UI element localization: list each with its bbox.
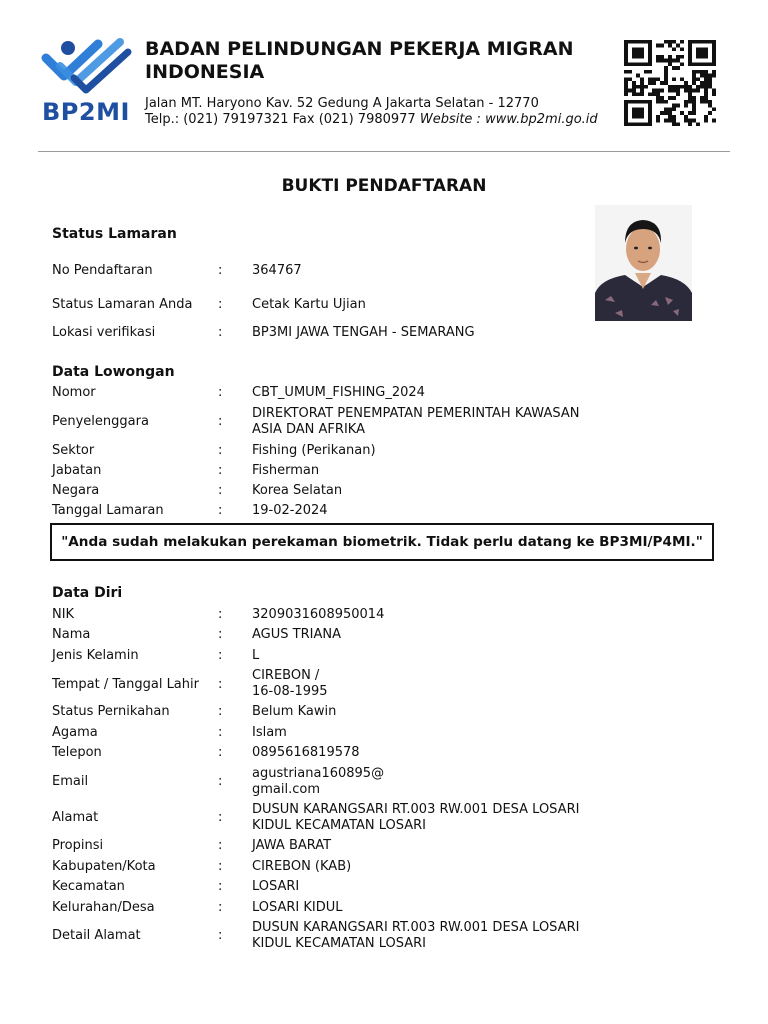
- field-label: Jenis Kelamin: [52, 648, 139, 663]
- organization-name: BADAN PELINDUNGAN PEKERJA MIGRAN INDONESIA: [145, 38, 574, 83]
- field-separator: :: [218, 325, 223, 340]
- field-separator: :: [218, 503, 223, 518]
- field-separator: :: [218, 838, 223, 853]
- field-separator: :: [218, 879, 223, 894]
- field-value: LOSARI KIDUL: [252, 900, 343, 915]
- field-value: 364767: [252, 263, 302, 278]
- field-separator: :: [218, 648, 223, 663]
- field-label: Nama: [52, 627, 91, 642]
- field-label: Detail Alamat: [52, 928, 141, 943]
- field-label: Penyelenggara: [52, 414, 149, 429]
- field-label: Tempat / Tanggal Lahir: [52, 677, 199, 692]
- field-value: 0895616819578: [252, 745, 360, 760]
- section-heading-data-lowongan: Data Lowongan: [52, 364, 175, 380]
- field-value: Korea Selatan: [252, 483, 343, 498]
- header-divider: [38, 151, 730, 152]
- field-label: Lokasi verifikasi: [52, 325, 156, 340]
- section-heading-data-diri: Data Diri: [52, 585, 123, 601]
- field-value: Belum Kawin: [252, 704, 337, 719]
- field-value: Fishing (Perikanan): [252, 443, 376, 458]
- field-separator: :: [218, 483, 223, 498]
- field-value: DUSUN KARANGSARI RT.003 RW.001 DESA LOSARI KIDUL KECAMATAN LOSARI: [252, 920, 580, 951]
- field-separator: :: [218, 745, 223, 760]
- field-separator: :: [218, 607, 223, 622]
- field-label: Kabupaten/Kota: [52, 859, 156, 874]
- field-label: No Pendaftaran: [52, 263, 153, 278]
- document-title: BUKTI PENDAFTARAN: [281, 176, 487, 196]
- field-label: Tanggal Lamaran: [52, 503, 164, 518]
- field-value: L: [252, 648, 260, 663]
- qr-code: [624, 40, 716, 126]
- field-separator: :: [218, 704, 223, 719]
- field-value: Fisherman: [252, 463, 320, 478]
- field-label: Telepon: [52, 745, 102, 760]
- section-heading-status-lamaran: Status Lamaran: [52, 226, 177, 242]
- field-label: Jabatan: [52, 463, 102, 478]
- field-separator: :: [218, 774, 223, 789]
- field-value: AGUS TRIANA: [252, 627, 341, 642]
- field-value: JAWA BARAT: [252, 838, 332, 853]
- field-label: Kelurahan/Desa: [52, 900, 155, 915]
- contact-line: Telp.: (021) 79197321 Fax (021) 7980977 Website : www.bp2mi.go.id: [145, 112, 598, 127]
- address-line: Jalan MT. Haryono Kav. 52 Gedung A Jakarta Selatan - 12770: [145, 96, 539, 111]
- website-label: Website : www.bp2mi.go.id: [419, 112, 598, 127]
- field-separator: :: [218, 810, 223, 825]
- field-value: LOSARI: [252, 879, 300, 894]
- field-label: Status Pernikahan: [52, 704, 170, 719]
- field-separator: :: [218, 297, 223, 312]
- field-value: agustriana160895@ gmail.com: [252, 766, 385, 797]
- field-label: Nomor: [52, 385, 96, 400]
- field-label: Status Lamaran Anda: [52, 297, 193, 312]
- field-separator: :: [218, 928, 223, 943]
- field-label: Email: [52, 774, 89, 789]
- logo-text: BP2MI: [42, 98, 130, 126]
- field-value: 3209031608950014: [252, 607, 385, 622]
- field-value: 19-02-2024: [252, 503, 328, 518]
- field-label: Agama: [52, 725, 98, 740]
- field-value: Cetak Kartu Ujian: [252, 297, 366, 312]
- field-label: Alamat: [52, 810, 99, 825]
- field-value: DIREKTORAT PENEMPATAN PEMERINTAH KAWASAN ASIA DAN AFRIKA: [252, 406, 580, 437]
- field-separator: :: [218, 463, 223, 478]
- applicant-photo: [595, 205, 692, 321]
- organization-address: [145, 96, 615, 128]
- qr-code-icon: [624, 40, 716, 126]
- field-separator: :: [218, 414, 223, 429]
- field-separator: :: [218, 627, 223, 642]
- field-value: Islam: [252, 725, 287, 740]
- field-label: Propinsi: [52, 838, 104, 853]
- field-value: CBT_UMUM_FISHING_2024: [252, 385, 425, 400]
- field-separator: :: [218, 385, 223, 400]
- field-separator: :: [218, 677, 223, 692]
- field-separator: :: [218, 443, 223, 458]
- field-value: BP3MI JAWA TENGAH - SEMARANG: [252, 325, 475, 340]
- field-separator: :: [218, 725, 223, 740]
- field-label: Kecamatan: [52, 879, 125, 894]
- field-label: NIK: [52, 607, 75, 622]
- field-separator: :: [218, 859, 223, 874]
- field-value: DUSUN KARANGSARI RT.003 RW.001 DESA LOSARI KIDUL KECAMATAN LOSARI: [252, 802, 580, 833]
- field-separator: :: [218, 900, 223, 915]
- field-value: CIREBON (KAB): [252, 859, 352, 874]
- bp2mi-emblem-icon: [38, 38, 134, 98]
- person-photo-icon: [595, 205, 692, 321]
- field-label: Negara: [52, 483, 100, 498]
- field-label: Sektor: [52, 443, 95, 458]
- bp2mi-logo: [38, 38, 134, 128]
- field-value: CIREBON / 16-08-1995: [252, 668, 328, 699]
- biometric-notice: "Anda sudah melakukan perekaman biometrik. Tidak perlu datang ke BP3MI/P4MI.": [50, 523, 714, 561]
- field-separator: :: [218, 263, 223, 278]
